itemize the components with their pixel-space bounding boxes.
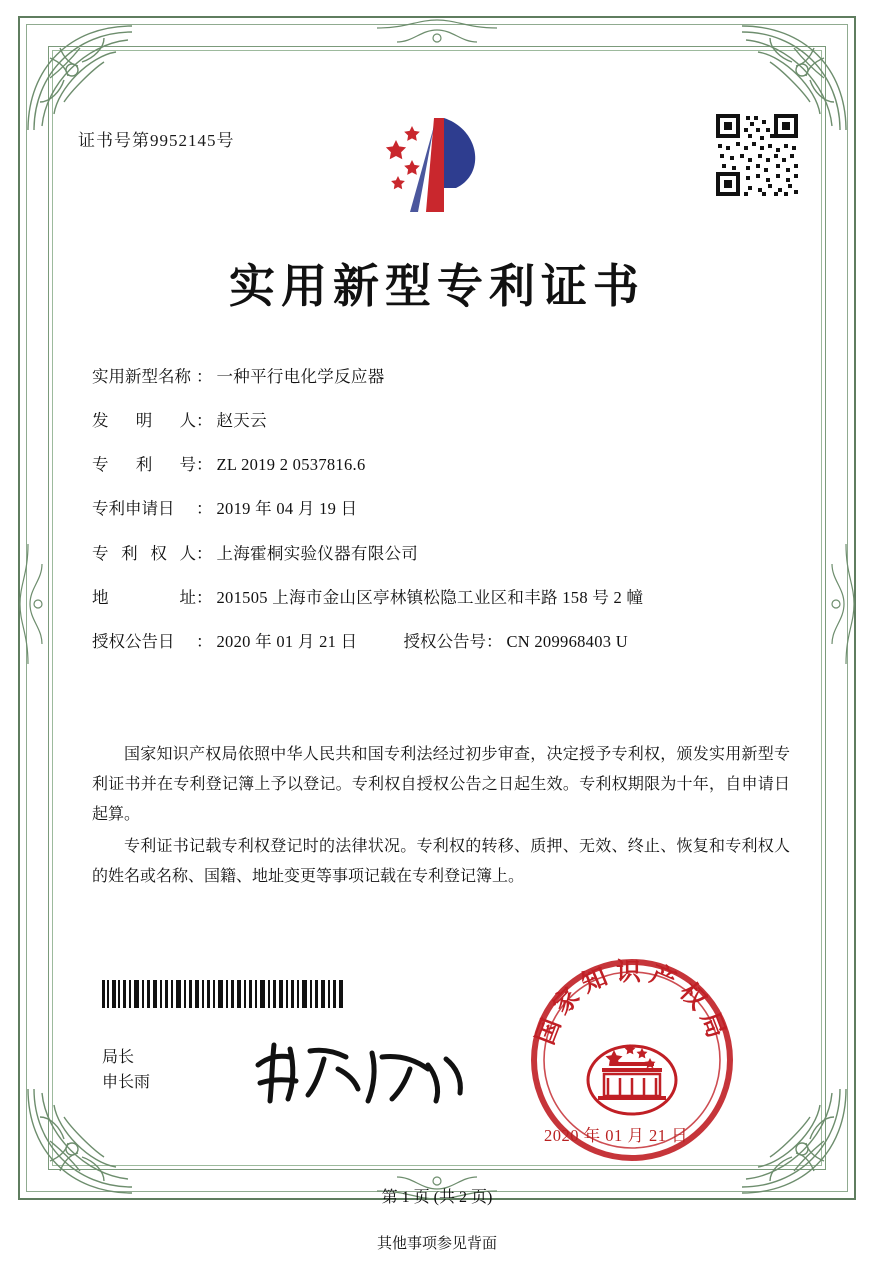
page-number: 第 1 页 (共 2 页) xyxy=(381,1189,493,1206)
field-label: 实用新型名称 xyxy=(92,367,191,386)
field-colon: ： xyxy=(196,587,213,607)
field-row-grant-announcement xyxy=(92,633,792,651)
field-label-grant-number: 授权公告号 xyxy=(403,631,486,651)
paragraph-grant-statement: 国家知识产权局依照中华人民共和国专利法经过初步审查，决定授予专利权，颁发实用新型专利证书并在专利登记簿上予以登记。专利权自授权公告之日起生效。专利权期限为十年，自申请日起算。 xyxy=(92,746,790,823)
field-row-application-date xyxy=(92,500,792,518)
field-value: ZL 2019 2 0537816.6 xyxy=(216,455,366,475)
paragraph-registry-statement: 专利证书记载专利权登记时的法律状况。专利权的转移、质押、无效、终止、恢复和专利权人的姓名或名称、国籍、地址变更等事项记载在专利登记簿上。 xyxy=(92,838,790,885)
field-colon: ： xyxy=(196,543,213,563)
field-value: 2019 年 04 月 19 日 xyxy=(216,499,358,519)
director-title-label: 局长 xyxy=(102,1049,135,1066)
handwritten-signature xyxy=(250,1035,480,1115)
field-colon: ： xyxy=(196,499,213,519)
page-title: 实用新型专利证书 xyxy=(229,259,645,313)
field-colon: ： xyxy=(196,455,213,475)
certificate-number: 证书号第9952145号 xyxy=(78,131,235,150)
qr-code-icon xyxy=(714,112,800,198)
field-colon: ： xyxy=(485,631,503,651)
director-name-label: 申长雨 xyxy=(102,1074,151,1091)
field-value-grant-date: 2020 年 01 月 21 日 xyxy=(216,631,358,651)
field-colon: ： xyxy=(196,631,213,651)
field-label: 专利权人 xyxy=(92,543,196,563)
field-label: 地址 xyxy=(92,587,196,607)
field-value: 201505 上海市金山区亭林镇松隐工业区和丰路 158 号 2 幢 xyxy=(216,587,644,607)
barcode-icon xyxy=(102,980,344,1008)
field-label: 专利号 xyxy=(92,455,196,475)
field-row-inventor xyxy=(92,412,792,430)
seal-date: 2020 年 01 月 21 日 xyxy=(544,1126,689,1145)
field-colon: ： xyxy=(196,411,213,431)
field-value: 上海霍桐实验仪器有限公司 xyxy=(216,543,419,563)
field-colon: ： xyxy=(196,367,213,386)
field-label: 发明人 xyxy=(92,411,196,431)
certificate-content xyxy=(52,50,822,1206)
field-label-grant-date: 授权公告日 xyxy=(92,631,175,651)
field-row-utility-model-name xyxy=(92,368,792,386)
cnipa-logo-icon xyxy=(374,112,504,222)
field-value: 一种平行电化学反应器 xyxy=(216,367,385,386)
field-list xyxy=(92,368,792,677)
field-row-patent-number xyxy=(92,456,792,474)
svg-text:国家知识产权局: 国家知识产权局 xyxy=(530,957,734,1049)
legal-text xyxy=(92,740,790,894)
field-label: 专利申请日 xyxy=(92,499,175,519)
footer-note: 其他事项参见背面 xyxy=(376,1236,497,1252)
field-value: 赵天云 xyxy=(216,411,267,431)
field-row-address xyxy=(92,589,792,607)
signature-block xyxy=(102,1045,150,1095)
field-row-patentee xyxy=(92,545,792,563)
field-value-grant-number: CN 209968403 U xyxy=(506,631,628,651)
